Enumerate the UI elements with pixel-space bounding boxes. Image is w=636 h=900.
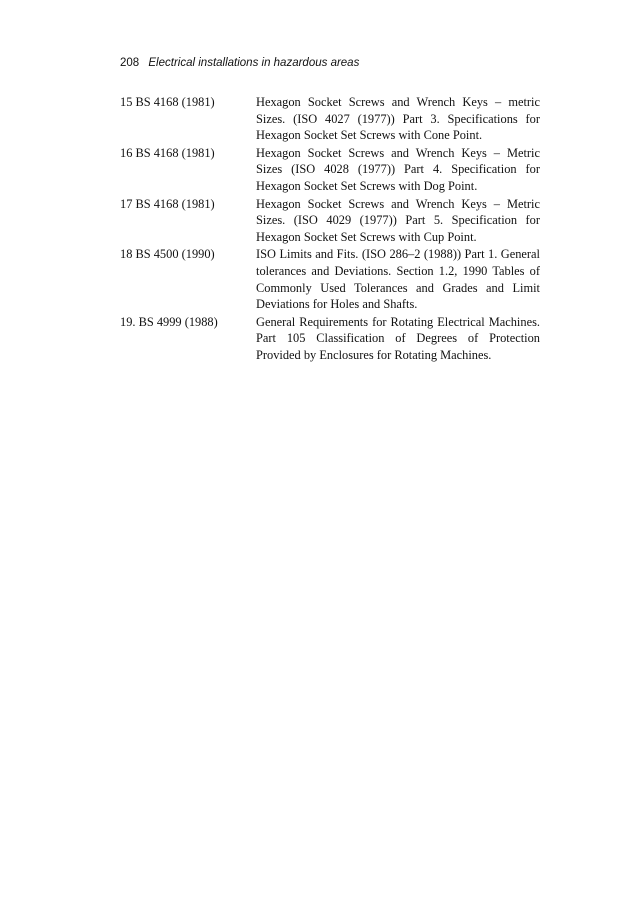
reference-description: General Requirements for Rotating Electrical Machines. Part 105 Classification of Degrees of Protection Provided by Enclosures for Rotating Machines. (256, 314, 540, 362)
reference-item (120, 145, 540, 195)
page-header (120, 56, 359, 70)
reference-description: Hexagon Socket Screws and Wrench Keys – Metric Sizes (ISO 4028 (1977)) Part 4. Specification for Hexagon Socket Set Screws with Dog Point. (256, 145, 540, 193)
running-title: Electrical installations in hazardous areas (148, 57, 360, 69)
reference-description: ISO Limits and Fits. (ISO 286–2 (1988)) Part 1. General tolerances and Deviations. Section 1.2, 1990 Tables of Commonly Used Tolerances and Grades and Limit Deviations for Holes and Shafts. (256, 247, 540, 312)
reference-standard: 18 BS 4500 (1990) (120, 247, 215, 262)
reference-item (120, 196, 540, 246)
reference-standard: 16 BS 4168 (1981) (120, 145, 215, 160)
reference-standard: 19. BS 4999 (1988) (120, 314, 218, 329)
reference-item (120, 314, 540, 364)
reference-description: Hexagon Socket Screws and Wrench Keys – metric Sizes. (ISO 4027 (1977)) Part 3. Specifications for Hexagon Socket Set Screws with Cone Point. (256, 95, 540, 143)
reference-description: Hexagon Socket Screws and Wrench Keys – Metric Sizes. (ISO 4029 (1977)) Part 5. Specification for Hexagon Socket Set Screws with Cup Point. (256, 196, 540, 244)
reference-standard: 17 BS 4168 (1981) (120, 196, 215, 211)
page-number: 208 (120, 57, 140, 69)
reference-item (120, 94, 540, 144)
reference-standard: 15 BS 4168 (1981) (120, 95, 215, 109)
reference-list (120, 94, 540, 365)
reference-item (120, 246, 540, 312)
